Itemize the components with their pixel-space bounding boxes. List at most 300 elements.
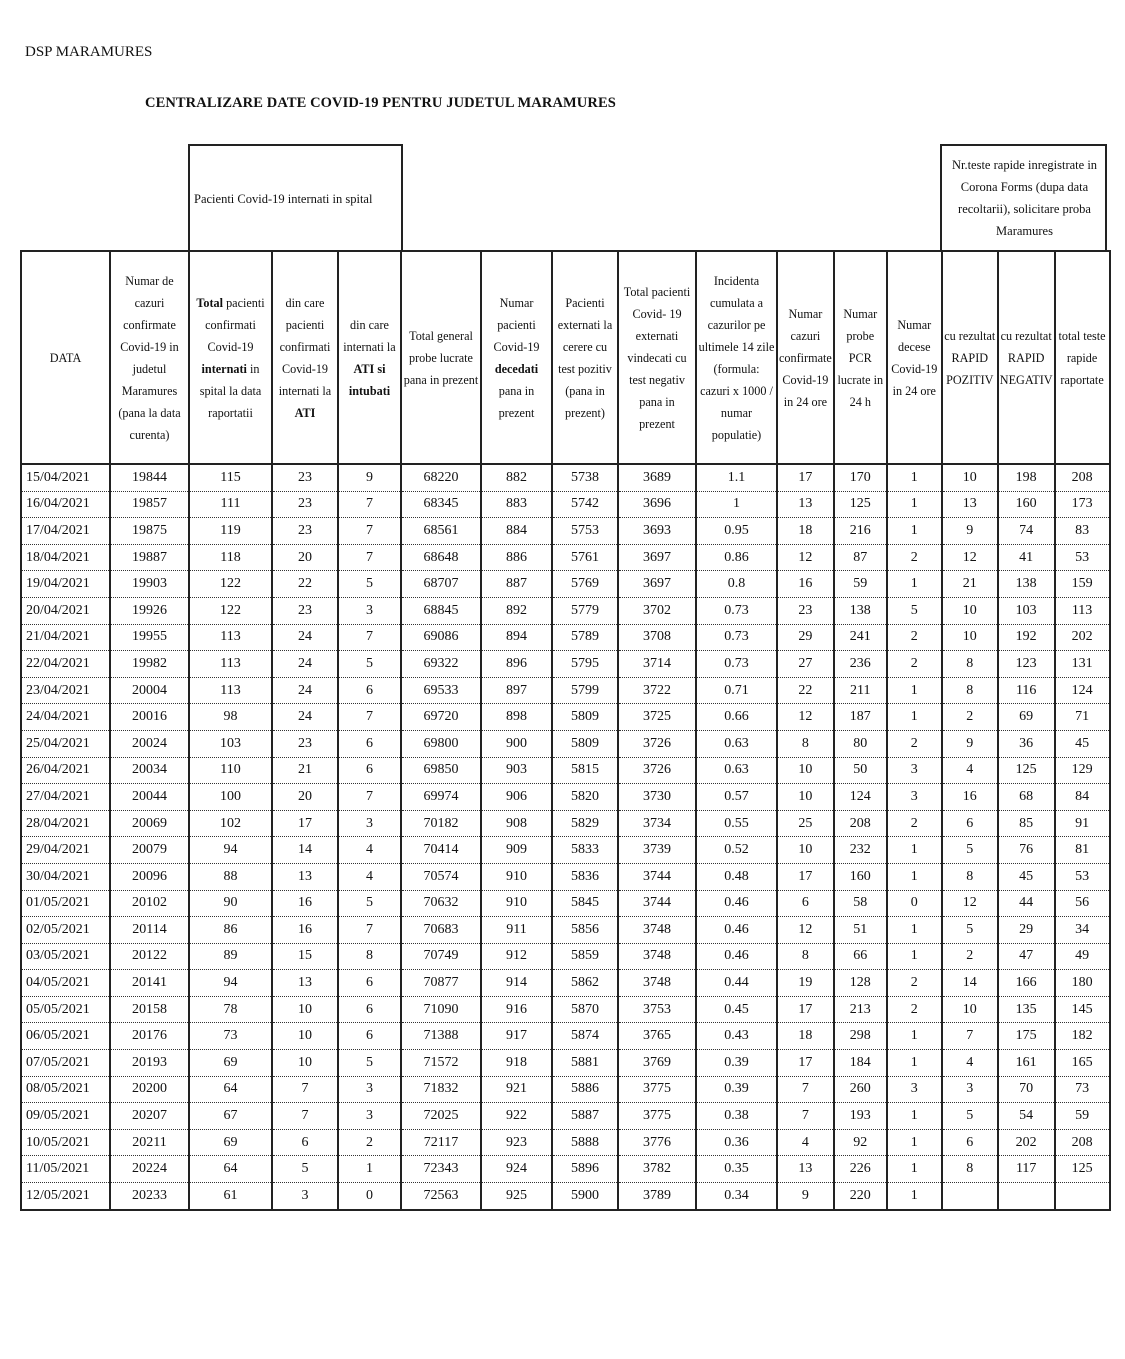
table-cell: 5886 [552,1076,618,1103]
table-cell: 6 [777,890,834,917]
table-cell: 5 [338,1050,401,1077]
table-cell: 3 [338,1076,401,1103]
table-cell: 241 [834,624,887,651]
table-cell: 3730 [618,784,696,811]
table-row [21,464,1110,491]
table-row [21,704,1110,731]
table-cell: 70 [998,1076,1055,1103]
date-cell: 15/04/2021 [21,464,110,491]
table-cell: 5887 [552,1103,618,1130]
table-cell: 94 [189,970,272,997]
table-cell: 20122 [110,943,189,970]
table-cell: 68345 [401,491,481,518]
table-cell: 21 [272,757,338,784]
table-cell: 17 [777,1050,834,1077]
table-cell: 20024 [110,730,189,757]
table-cell: 69850 [401,757,481,784]
col-header-cazuri-24h: Numar cazuri confirmate Covid-19 in 24 ore [777,251,834,464]
table-cell: 20034 [110,757,189,784]
table-cell: 883 [481,491,552,518]
table-cell: 17 [777,464,834,491]
table-cell: 69800 [401,730,481,757]
table-cell: 3739 [618,837,696,864]
table-row [21,677,1110,704]
table-cell: 213 [834,996,887,1023]
table-cell: 6 [272,1129,338,1156]
table-cell: 202 [1055,624,1110,651]
col-header-decedati: Numar pacienti Covid-19 decedati pana in prezent [481,251,552,464]
table-cell: 4 [942,757,998,784]
table-cell: 129 [1055,757,1110,784]
table-cell: 2 [887,970,942,997]
table-cell: 20079 [110,837,189,864]
table-cell: 7 [338,704,401,731]
table-cell: 2 [887,810,942,837]
table-cell: 5779 [552,597,618,624]
table-cell: 7 [777,1076,834,1103]
organization-name: DSP MARAMURES [25,44,153,60]
table-cell: 19875 [110,518,189,545]
date-cell: 20/04/2021 [21,597,110,624]
table-cell: 3 [272,1183,338,1210]
table-cell: 0.46 [696,890,777,917]
table-row [21,1023,1110,1050]
table-cell: 68 [998,784,1055,811]
table-cell: 8 [777,943,834,970]
table-cell: 47 [998,943,1055,970]
table-cell: 1 [887,1156,942,1183]
table-cell: 910 [481,863,552,890]
table-cell: 20233 [110,1183,189,1210]
table-cell: 125 [998,757,1055,784]
table-cell: 908 [481,810,552,837]
table-cell: 0.52 [696,837,777,864]
table-cell: 94 [189,837,272,864]
table-cell: 3697 [618,571,696,598]
table-cell: 3 [942,1076,998,1103]
table-cell: 1 [887,917,942,944]
table-cell: 64 [189,1156,272,1183]
table-cell: 1.1 [696,464,777,491]
table-cell: 71090 [401,996,481,1023]
table-cell: 3744 [618,890,696,917]
table-cell: 16 [272,890,338,917]
table-cell: 20176 [110,1023,189,1050]
table-cell: 70574 [401,863,481,890]
table-cell: 72117 [401,1129,481,1156]
table-cell: 13 [777,491,834,518]
group-header-teste-rapide: Nr.teste rapide inregistrate in Corona Forms (dupa data recoltarii), solicitare proba Maramures [940,144,1107,252]
table-cell: 2 [887,624,942,651]
table-cell: 0 [887,890,942,917]
table-cell: 3726 [618,757,696,784]
table-cell: 0.71 [696,677,777,704]
table-cell: 898 [481,704,552,731]
table-cell: 13 [272,970,338,997]
table-cell: 7 [777,1103,834,1130]
table-header-row [21,251,1110,464]
table-cell: 10 [272,1050,338,1077]
table-cell: 78 [189,996,272,1023]
table-cell: 41 [998,544,1055,571]
table-cell: 921 [481,1076,552,1103]
table-cell: 20158 [110,996,189,1023]
table-cell: 208 [834,810,887,837]
date-cell: 29/04/2021 [21,837,110,864]
date-cell: 09/05/2021 [21,1103,110,1130]
table-cell: 91 [1055,810,1110,837]
table-cell: 1 [887,1129,942,1156]
table-cell: 19982 [110,651,189,678]
table-cell: 20141 [110,970,189,997]
table-row [21,518,1110,545]
table-cell: 59 [1055,1103,1110,1130]
table-cell: 122 [189,597,272,624]
table-cell: 80 [834,730,887,757]
table-cell: 0.39 [696,1050,777,1077]
table-cell: 5799 [552,677,618,704]
table-cell: 14 [272,837,338,864]
table-cell [942,1183,998,1210]
date-cell: 30/04/2021 [21,863,110,890]
table-cell: 4 [338,863,401,890]
date-cell: 22/04/2021 [21,651,110,678]
table-cell: 23 [272,518,338,545]
table-cell: 216 [834,518,887,545]
date-cell: 27/04/2021 [21,784,110,811]
table-cell: 1 [696,491,777,518]
table-cell: 70414 [401,837,481,864]
table-cell: 5820 [552,784,618,811]
table-cell: 3 [887,784,942,811]
table-cell: 5870 [552,996,618,1023]
table-cell: 1 [887,1050,942,1077]
table-cell: 5753 [552,518,618,545]
date-cell: 19/04/2021 [21,571,110,598]
table-row [21,970,1110,997]
table-cell: 17 [777,863,834,890]
table-cell: 5815 [552,757,618,784]
table-cell: 5888 [552,1129,618,1156]
table-cell: 70683 [401,917,481,944]
table-cell: 5 [942,1103,998,1130]
table-cell: 124 [834,784,887,811]
table-cell: 192 [998,624,1055,651]
table-cell: 3696 [618,491,696,518]
table-cell: 113 [189,677,272,704]
table-cell: 910 [481,890,552,917]
table-cell: 4 [777,1129,834,1156]
table-cell: 103 [189,730,272,757]
table-cell: 4 [338,837,401,864]
table-cell: 2 [887,996,942,1023]
table-cell: 21 [942,571,998,598]
table-cell: 3 [338,810,401,837]
table-cell: 226 [834,1156,887,1183]
table-cell: 5809 [552,730,618,757]
table-cell: 13 [777,1156,834,1183]
table-cell: 12 [942,544,998,571]
table-cell: 236 [834,651,887,678]
table-cell: 15 [272,943,338,970]
table-cell: 193 [834,1103,887,1130]
table-cell: 17 [272,810,338,837]
col-header-externati-vindecati: Total pacienti Covid- 19 externati vindecati cu test negativ pana in prezent [618,251,696,464]
table-cell: 29 [777,624,834,651]
table-cell: 170 [834,464,887,491]
table-row [21,597,1110,624]
table-cell: 3775 [618,1103,696,1130]
table-cell: 0.46 [696,917,777,944]
table-cell: 138 [834,597,887,624]
table-cell: 113 [189,624,272,651]
table-cell: 6 [338,996,401,1023]
table-row [21,624,1110,651]
table-cell: 115 [189,464,272,491]
table-cell: 3753 [618,996,696,1023]
col-header-rapid-pozitiv: cu rezultat RAPID POZITIV [942,251,998,464]
col-header-total-rapide: total teste rapide raportate [1055,251,1110,464]
table-row [21,730,1110,757]
table-cell: 19 [777,970,834,997]
date-cell: 18/04/2021 [21,544,110,571]
table-cell: 1 [338,1156,401,1183]
table-cell: 131 [1055,651,1110,678]
table-cell: 70749 [401,943,481,970]
table-cell: 19955 [110,624,189,651]
table-cell: 0.95 [696,518,777,545]
table-cell: 10 [942,464,998,491]
table-cell: 20044 [110,784,189,811]
table-cell: 71 [1055,704,1110,731]
table-cell: 911 [481,917,552,944]
table-cell: 161 [998,1050,1055,1077]
table-cell: 68648 [401,544,481,571]
table-cell: 1 [887,491,942,518]
table-cell: 7 [272,1076,338,1103]
table-cell: 165 [1055,1050,1110,1077]
table-cell: 68845 [401,597,481,624]
table-cell: 10 [777,757,834,784]
table-cell: 24 [272,704,338,731]
table-cell: 3693 [618,518,696,545]
table-cell: 918 [481,1050,552,1077]
table-cell: 20016 [110,704,189,731]
date-cell: 26/04/2021 [21,757,110,784]
table-cell: 113 [1055,597,1110,624]
table-cell: 10 [942,597,998,624]
table-cell: 22 [777,677,834,704]
table-cell: 27 [777,651,834,678]
table-cell: 887 [481,571,552,598]
table-cell: 90 [189,890,272,917]
table-cell: 1 [887,1103,942,1130]
table-cell: 896 [481,651,552,678]
table-cell: 20004 [110,677,189,704]
table-cell: 76 [998,837,1055,864]
table-cell: 50 [834,757,887,784]
table-cell: 20207 [110,1103,189,1130]
table-cell: 7 [338,784,401,811]
table-cell: 24 [272,651,338,678]
table-cell: 1 [887,1023,942,1050]
table-cell: 924 [481,1156,552,1183]
table-cell: 3726 [618,730,696,757]
table-cell: 4 [942,1050,998,1077]
table-cell: 88 [189,863,272,890]
date-cell: 05/05/2021 [21,996,110,1023]
table-cell: 72025 [401,1103,481,1130]
table-cell: 53 [1055,863,1110,890]
table-cell: 882 [481,464,552,491]
table-cell: 56 [1055,890,1110,917]
table-cell: 69974 [401,784,481,811]
table-cell: 10 [942,996,998,1023]
table-cell: 5738 [552,464,618,491]
table-cell: 128 [834,970,887,997]
table-cell: 3697 [618,544,696,571]
table-cell: 1 [887,464,942,491]
table-cell: 3 [338,597,401,624]
col-header-internati-ati: din care pacienti confirmati Covid-19 internati la ATI [272,251,338,464]
table-cell: 0.66 [696,704,777,731]
table-cell: 208 [1055,464,1110,491]
table-cell: 69086 [401,624,481,651]
table-cell: 66 [834,943,887,970]
table-cell: 23 [272,597,338,624]
table-cell: 69322 [401,651,481,678]
table-cell: 0.57 [696,784,777,811]
table-cell: 0 [338,1183,401,1210]
table-cell: 20096 [110,863,189,890]
table-cell: 894 [481,624,552,651]
table-cell: 71388 [401,1023,481,1050]
table-cell: 17 [777,996,834,1023]
table-cell: 20114 [110,917,189,944]
table-cell: 3789 [618,1183,696,1210]
table-cell: 45 [998,863,1055,890]
table-cell: 159 [1055,571,1110,598]
table-cell: 10 [942,624,998,651]
date-cell: 08/05/2021 [21,1076,110,1103]
table-cell: 83 [1055,518,1110,545]
table-cell: 6 [942,1129,998,1156]
table-cell: 12 [777,704,834,731]
table-cell: 51 [834,917,887,944]
table-row [21,1183,1110,1210]
table-cell: 54 [998,1103,1055,1130]
table-cell: 81 [1055,837,1110,864]
table-cell: 5829 [552,810,618,837]
table-cell: 2 [942,704,998,731]
table-cell: 3769 [618,1050,696,1077]
table-cell: 5795 [552,651,618,678]
table-cell: 45 [1055,730,1110,757]
table-cell: 20200 [110,1076,189,1103]
table-cell: 8 [942,677,998,704]
table-cell: 86 [189,917,272,944]
table-cell: 903 [481,757,552,784]
table-cell: 2 [887,730,942,757]
table-cell: 900 [481,730,552,757]
table-cell: 12 [777,917,834,944]
table-cell: 125 [834,491,887,518]
table-cell: 69720 [401,704,481,731]
table-cell: 73 [1055,1076,1110,1103]
table-cell: 73 [189,1023,272,1050]
table-cell: 2 [887,651,942,678]
table-cell: 44 [998,890,1055,917]
table-cell: 260 [834,1076,887,1103]
table-row [21,917,1110,944]
table-cell: 102 [189,810,272,837]
table-cell: 5862 [552,970,618,997]
table-cell: 5809 [552,704,618,731]
table-cell: 25 [777,810,834,837]
table-cell: 20 [272,784,338,811]
table-cell: 5 [338,571,401,598]
table-cell: 5896 [552,1156,618,1183]
table-cell: 119 [189,518,272,545]
table-cell: 12 [942,890,998,917]
table-cell: 3702 [618,597,696,624]
table-cell: 5 [272,1156,338,1183]
table-cell: 117 [998,1156,1055,1183]
date-cell: 23/04/2021 [21,677,110,704]
table-cell: 2 [887,544,942,571]
table-cell: 0.86 [696,544,777,571]
table-cell: 0.73 [696,624,777,651]
table-row [21,1103,1110,1130]
table-cell: 0.34 [696,1183,777,1210]
table-cell: 19926 [110,597,189,624]
table-cell: 173 [1055,491,1110,518]
date-cell: 24/04/2021 [21,704,110,731]
table-cell: 208 [1055,1129,1110,1156]
date-cell: 28/04/2021 [21,810,110,837]
table-cell: 886 [481,544,552,571]
table-cell: 5 [338,651,401,678]
table-cell: 67 [189,1103,272,1130]
table-cell: 909 [481,837,552,864]
table-cell: 0.39 [696,1076,777,1103]
date-cell: 01/05/2021 [21,890,110,917]
table-cell: 16 [777,571,834,598]
table-cell: 72343 [401,1156,481,1183]
table-cell: 8 [942,863,998,890]
col-header-incidenta: Incidenta cumulata a cazurilor pe ultimele 14 zile (formula: cazuri x 1000 / numar populatie) [696,251,777,464]
table-row [21,810,1110,837]
group-header-spital: Pacienti Covid-19 internati in spital [188,144,403,252]
table-cell: 23 [272,730,338,757]
table-cell: 1 [887,677,942,704]
table-cell: 9 [338,464,401,491]
table-cell: 3 [887,1076,942,1103]
table-cell: 87 [834,544,887,571]
table-cell: 122 [189,571,272,598]
table-cell: 100 [189,784,272,811]
table-cell: 7 [338,518,401,545]
table-cell: 211 [834,677,887,704]
table-row [21,863,1110,890]
table-cell: 187 [834,704,887,731]
table-cell: 98 [189,704,272,731]
table-cell: 20224 [110,1156,189,1183]
date-cell: 12/05/2021 [21,1183,110,1210]
table-cell: 10 [272,1023,338,1050]
table-cell: 1 [887,943,942,970]
table-cell: 3775 [618,1076,696,1103]
